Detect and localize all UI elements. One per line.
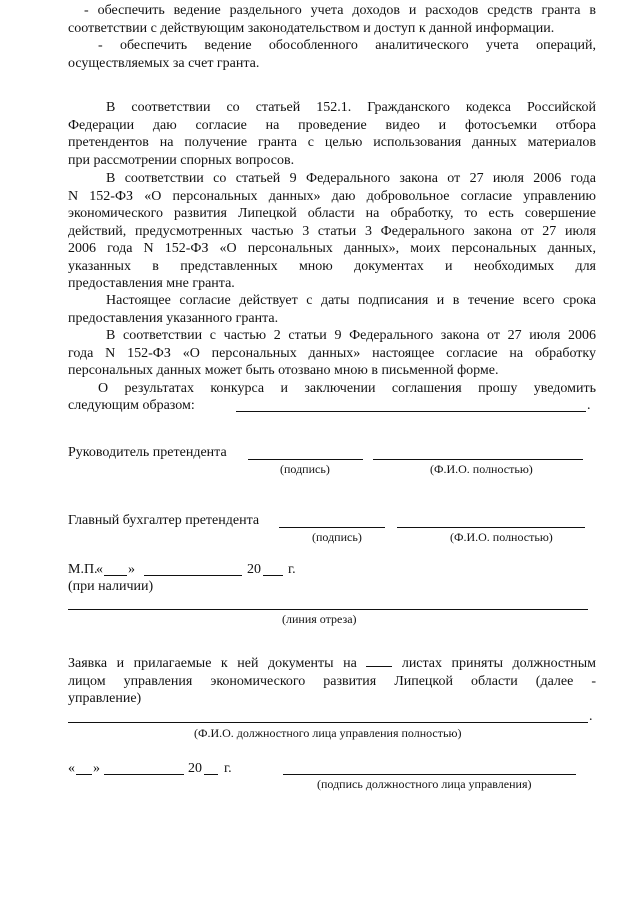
receipt-month-field[interactable] bbox=[104, 774, 184, 775]
paragraph-separate-accounting bbox=[68, 2, 596, 37]
text-line: года N 152-ФЗ «О персональных данных» настоящее согласие на обработку bbox=[68, 345, 596, 361]
date-close-quote: » bbox=[93, 761, 100, 776]
text-line: В соответствии с частью 2 статьи 9 Федерального закона от 27 июля 2006 bbox=[106, 328, 596, 343]
year-suffix: г. bbox=[224, 761, 232, 776]
chief-accountant-label: Главный бухгалтер претендента bbox=[68, 513, 260, 528]
notification-method-field[interactable] bbox=[236, 411, 586, 412]
paragraph-consent-revocation bbox=[68, 327, 596, 380]
seal-year-field[interactable] bbox=[263, 575, 283, 576]
seal-day-field[interactable] bbox=[104, 575, 127, 576]
text-line: Федерации даю согласие на проведение видео и фотосъемки отбора bbox=[68, 117, 596, 133]
accountant-name-field[interactable] bbox=[397, 527, 585, 528]
cut-line bbox=[68, 609, 588, 610]
period: . bbox=[587, 398, 591, 413]
text-line: предоставления указанного гранта. bbox=[68, 310, 279, 326]
head-signature-field[interactable] bbox=[248, 459, 363, 460]
paragraph-consent-validity bbox=[68, 292, 596, 327]
sheet-count-field[interactable] bbox=[366, 656, 392, 667]
paragraph-personal-data-consent bbox=[68, 170, 596, 293]
signature-caption: (подпись) bbox=[312, 530, 362, 544]
receipt-year-field[interactable] bbox=[204, 774, 218, 775]
notification-method-label: следующим образом: bbox=[68, 398, 195, 413]
official-signature-caption: (подпись должностного лица управления) bbox=[317, 777, 532, 791]
text-line: персональных данных может быть отозвано мною в письменной форме. bbox=[68, 363, 499, 378]
text-line: при рассмотрении спорных вопросов. bbox=[68, 152, 295, 168]
text-line: осуществляемых за счет гранта. bbox=[68, 55, 260, 71]
text-line: управление) bbox=[68, 691, 142, 706]
paragraph-analytical-accounting bbox=[68, 37, 596, 72]
official-signature-field[interactable] bbox=[283, 774, 576, 775]
text-line bbox=[68, 655, 596, 673]
head-of-applicant-label: Руководитель претендента bbox=[68, 445, 227, 460]
text-line: - обеспечить ведение раздельного учета доходов и расходов средств гранта в bbox=[84, 3, 596, 18]
text-line: 2006 года N 152-ФЗ «О персональных данных», моих персональных данных, bbox=[68, 241, 596, 256]
official-name-caption: (Ф.И.О. должностного лица управления полностью) bbox=[194, 726, 462, 740]
text-line: лицом управления экономического развития Липецкой области (далее - bbox=[68, 673, 596, 689]
receipt-text: Заявка и прилагаемые к ней документы на bbox=[68, 656, 357, 671]
date-open-quote: « bbox=[96, 562, 103, 577]
receipt-text: листах приняты должностным bbox=[401, 656, 597, 671]
paragraph-video-consent bbox=[68, 99, 596, 169]
signature-caption: (подпись) bbox=[280, 462, 330, 476]
seal-month-field[interactable] bbox=[144, 575, 242, 576]
text-line: указанных в представленных мною документах и необходимых для bbox=[68, 258, 596, 274]
name-caption: (Ф.И.О. полностью) bbox=[430, 462, 533, 476]
paragraph-notification bbox=[68, 380, 596, 398]
year-prefix: 20 bbox=[247, 562, 261, 577]
text-line: экономического развития Липецкой области на обработку, то есть совершение bbox=[68, 206, 596, 221]
text-line: N 152-ФЗ «О персональных данных» даю добровольное согласие управлению bbox=[68, 188, 596, 204]
official-name-field[interactable] bbox=[68, 722, 588, 723]
date-open-quote: « bbox=[68, 761, 75, 776]
name-caption: (Ф.И.О. полностью) bbox=[450, 530, 553, 544]
seal-note: (при наличии) bbox=[68, 579, 154, 594]
text-line: претендентов на получение гранта с целью использования данных материалов bbox=[68, 135, 596, 150]
text-line: Настоящее согласие действует с даты подписания и в течение всего срока bbox=[106, 293, 596, 308]
text-line: предоставления мне гранта. bbox=[68, 276, 235, 291]
cut-line-caption: (линия отреза) bbox=[282, 612, 357, 626]
head-name-field[interactable] bbox=[373, 459, 583, 460]
receipt-day-field[interactable] bbox=[76, 774, 92, 775]
text-line: В соответствии со статьей 9 Федерального закона от 27 июля 2006 года bbox=[106, 171, 596, 186]
seal-label: М.П. bbox=[68, 562, 98, 577]
accountant-signature-field[interactable] bbox=[279, 527, 385, 528]
receipt-paragraph bbox=[68, 655, 596, 708]
text-line: - обеспечить ведение обособленного аналитического учета операций, bbox=[98, 38, 596, 53]
year-suffix: г. bbox=[288, 562, 296, 577]
date-close-quote: » bbox=[128, 562, 135, 577]
text-line: действий, предусмотренных частью 3 статьи 3 Федерального закона от 27 июля bbox=[68, 223, 596, 239]
period: . bbox=[589, 709, 593, 724]
text-line: В соответствии со статьей 152.1. Гражданского кодекса Российской bbox=[106, 100, 596, 115]
text-line: О результатах конкурса и заключении соглашения прошу уведомить bbox=[98, 381, 596, 396]
text-line: соответствии с действующим законодательством и доступ к данной информации. bbox=[68, 20, 555, 36]
year-prefix: 20 bbox=[188, 761, 202, 776]
